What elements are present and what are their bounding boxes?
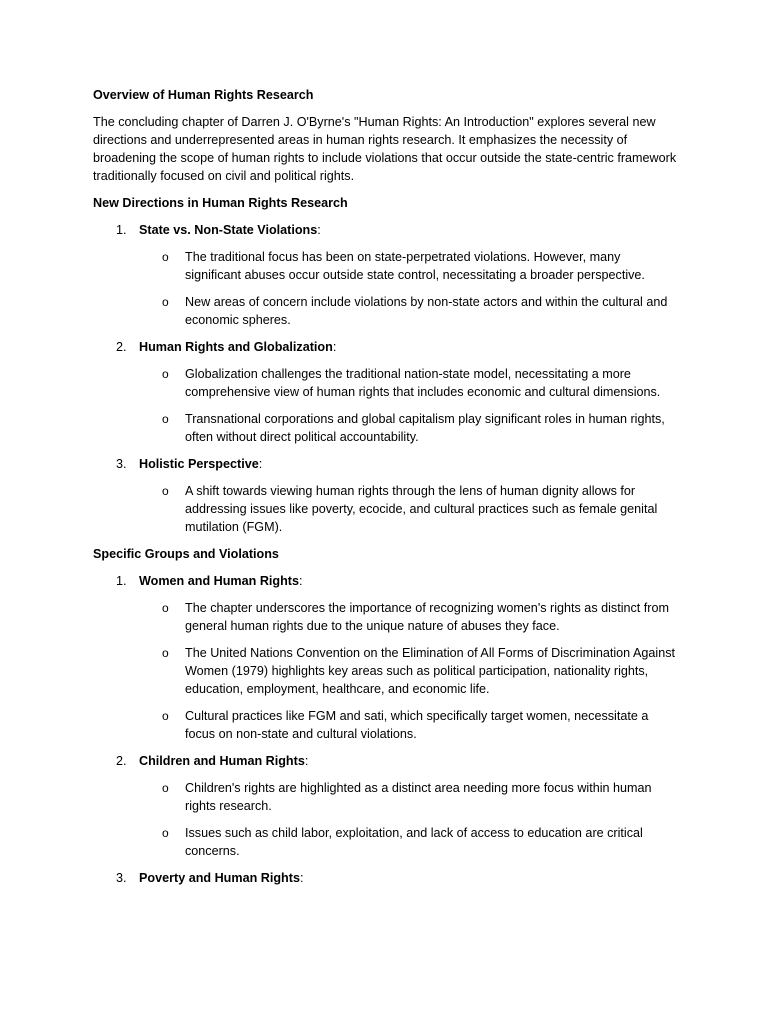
section-new-directions bbox=[93, 194, 678, 536]
list-item bbox=[93, 869, 678, 887]
bullet-item: o Globalization challenges the traditional nation-state model, necessitating a more comprehensive view of human rights that includes economic and cultural dimensions. bbox=[162, 367, 661, 399]
bullet-item: o New areas of concern include violations by non-state actors and within the cultural and economic spheres. bbox=[162, 295, 668, 327]
bullet-icon: o bbox=[162, 709, 169, 723]
bullet-icon: o bbox=[162, 601, 169, 615]
bullet-icon: o bbox=[162, 250, 169, 264]
item-title: Poverty and Human Rights bbox=[139, 871, 300, 885]
bullet-list bbox=[93, 248, 678, 329]
section-specific-groups bbox=[93, 545, 678, 887]
bullet-item: o The traditional focus has been on state-perpetrated violations. However, many significant abuses occur outside state control, necessitating a broader perspective. bbox=[162, 250, 645, 282]
item-number: 3. bbox=[116, 871, 127, 885]
list-item bbox=[93, 455, 678, 536]
item-title: State vs. Non-State Violations bbox=[139, 223, 318, 237]
list-item bbox=[93, 221, 678, 329]
bullet-icon: o bbox=[162, 781, 169, 795]
numbered-list bbox=[93, 572, 678, 887]
numbered-list bbox=[93, 221, 678, 536]
bullet-item: o Issues such as child labor, exploitation, and lack of access to education are critical concerns. bbox=[162, 826, 643, 858]
item-number: 2. bbox=[116, 340, 127, 354]
bullet-list bbox=[93, 779, 678, 860]
bullet-icon: o bbox=[162, 295, 169, 309]
bullet-icon: o bbox=[162, 484, 169, 498]
section-overview bbox=[93, 86, 678, 185]
item-suffix: : bbox=[317, 223, 321, 237]
bullet-list bbox=[93, 599, 678, 743]
document-page bbox=[93, 86, 678, 896]
item-suffix: : bbox=[258, 457, 263, 471]
bullet-item: o Transnational corporations and global capitalism play significant roles in human rights, often without direct political accountability. bbox=[162, 412, 665, 444]
section-heading: Overview of Human Rights Research bbox=[93, 88, 314, 102]
item-title: Holistic Perspective bbox=[139, 457, 259, 471]
bullet-item: o A shift towards viewing human rights through the lens of human dignity allows for addressing issues like poverty, ecocide, and cultural practices such as female genital mutilation (FGM). bbox=[162, 484, 658, 534]
item-number: 3. bbox=[116, 457, 127, 471]
list-item bbox=[93, 572, 678, 743]
item-suffix: : bbox=[304, 754, 309, 768]
bullet-list bbox=[93, 482, 678, 536]
item-number: 2. bbox=[116, 754, 127, 768]
item-title: Human Rights and Globalization bbox=[139, 340, 333, 354]
item-title: Women and Human Rights bbox=[139, 574, 299, 588]
section-heading: New Directions in Human Rights Research bbox=[93, 196, 348, 210]
item-suffix: : bbox=[299, 871, 304, 885]
bullet-icon: o bbox=[162, 646, 169, 660]
bullet-list bbox=[93, 365, 678, 446]
bullet-item: o Cultural practices like FGM and sati, which specifically target women, necessitate a focus on non-state and cultural violations. bbox=[162, 709, 649, 741]
bullet-item: o The chapter underscores the importance of recognizing women's rights as distinct from general human rights due to the unique nature of abuses they face. bbox=[162, 601, 669, 633]
item-number: 1. bbox=[116, 574, 127, 588]
bullet-item: o Children's rights are highlighted as a distinct area needing more focus within human rights research. bbox=[162, 781, 652, 813]
list-item bbox=[93, 338, 678, 446]
item-title: Children and Human Rights bbox=[139, 754, 305, 768]
bullet-item: o The United Nations Convention on the Elimination of All Forms of Discrimination Against Women (1979) highlights key areas such as political participation, nationality rights, education, employment, healthcare, and economic life. bbox=[162, 646, 675, 696]
overview-paragraph: The concluding chapter of Darren J. O'Byrne's "Human Rights: An Introduction" explores several new directions and underrepresented areas in human rights research. It emphasizes the necessity of broadening the scope of human rights to include violations that occur outside the state-centric framework traditionally focused on civil and political rights. bbox=[93, 115, 677, 183]
bullet-icon: o bbox=[162, 367, 169, 381]
item-number: 1. bbox=[116, 223, 127, 237]
item-suffix: : bbox=[332, 340, 337, 354]
section-heading: Specific Groups and Violations bbox=[93, 547, 279, 561]
bullet-icon: o bbox=[162, 412, 169, 426]
bullet-icon: o bbox=[162, 826, 169, 840]
item-suffix: : bbox=[299, 574, 303, 588]
list-item bbox=[93, 752, 678, 860]
